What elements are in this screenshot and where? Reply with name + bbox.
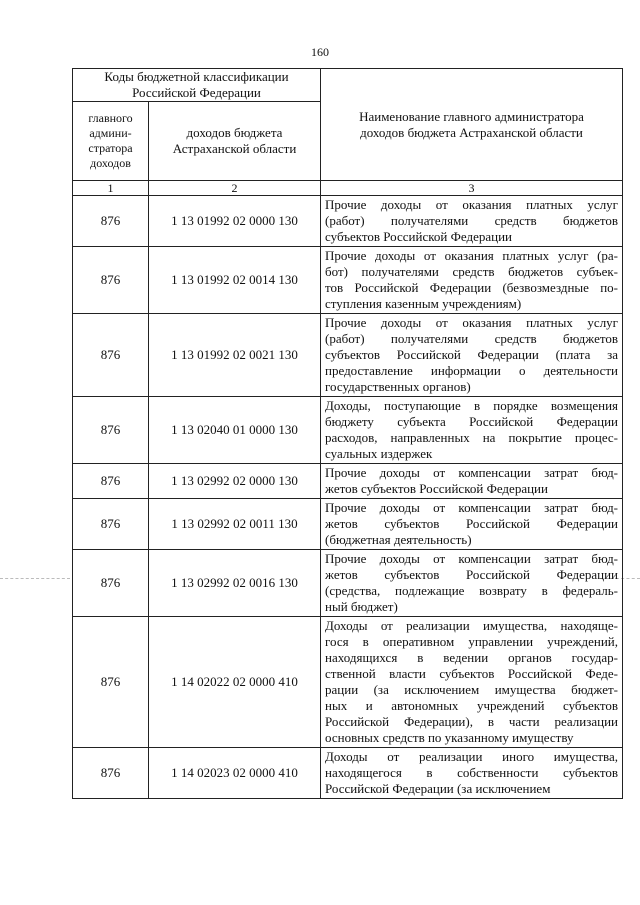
income-code-cell: 1 13 02992 02 0016 130: [149, 550, 321, 617]
page-number: 160: [311, 45, 329, 59]
income-name-line: находящегося в собственности субъектов: [325, 765, 619, 780]
income-name-line: Прочие доходы от оказания платных услуг (ра-: [325, 248, 619, 263]
income-name-line: основных средств по указанному имуществу: [325, 730, 574, 745]
income-name-line: бот) получателями средств бюджетов субъек-: [325, 264, 619, 279]
table-row: [73, 247, 623, 314]
admin-code-cell: 876: [73, 499, 149, 550]
admin-header-line: стратора: [88, 141, 133, 155]
income-name-line: предоставление информации о деятельности: [325, 363, 619, 378]
scan-artifact-line: [0, 578, 70, 579]
income-name-line: ственной власти субъектов Российской Феде-: [325, 666, 619, 681]
income-name-line: Прочие доходы от компенсации затрат бюд-: [325, 500, 619, 515]
name-column-header: [321, 69, 623, 181]
income-code-cell: 1 14 02023 02 0000 410: [149, 748, 321, 799]
income-name-line: тов Российской Федерации (безвозмездные по-: [325, 280, 619, 295]
income-name-cell: [321, 247, 623, 314]
income-name-line: Прочие доходы от компенсации затрат бюд-: [325, 551, 619, 566]
admin-code-cell: 876: [73, 247, 149, 314]
column-number-row: [73, 181, 623, 196]
income-name-line: находящихся в ведении органов государ-: [325, 650, 619, 665]
income-name-line: ный бюджет): [325, 599, 398, 614]
income-name-line: суальных издержек: [325, 446, 433, 461]
income-name-line: (работ) получателями средств бюджетов: [325, 213, 619, 228]
admin-header-line: админи-: [89, 126, 132, 140]
table-row: [73, 314, 623, 397]
header-row-group: [73, 69, 623, 102]
income-name-line: субъектов Российской Федерации: [325, 229, 512, 244]
income-header-line: Астраханской области: [172, 141, 297, 156]
income-name-line: (бюджетная деятельность): [325, 532, 472, 547]
group-title-line: Российской Федерации: [132, 85, 261, 100]
income-name-line: Российской Федерации (за исключением: [325, 781, 551, 796]
income-name-line: (работ) получателями средств бюджетов: [325, 331, 619, 346]
admin-code-cell: 876: [73, 314, 149, 397]
table-row: [73, 464, 623, 499]
income-name-cell: [321, 550, 623, 617]
income-name-line: Прочие доходы от оказания платных услуг: [325, 315, 619, 330]
income-code-cell: 1 13 01992 02 0000 130: [149, 196, 321, 247]
income-name-cell: [321, 397, 623, 464]
income-name-line: Доходы от реализации имущества, находяще-: [325, 618, 619, 633]
table-row: [73, 550, 623, 617]
column-number: 3: [321, 181, 623, 196]
income-name-line: Прочие доходы от компенсации затрат бюд-: [325, 465, 619, 480]
income-name-line: Прочие доходы от оказания платных услуг: [325, 197, 619, 212]
budget-classification-table: [72, 68, 623, 799]
income-code-cell: 1 13 01992 02 0014 130: [149, 247, 321, 314]
income-name-line: (средства, подлежащие возврату в федераль-: [325, 583, 619, 598]
income-code-cell: 1 13 02992 02 0000 130: [149, 464, 321, 499]
income-name-cell: [321, 748, 623, 799]
name-header-line: доходов бюджета Астраханской области: [360, 124, 583, 140]
table-row: [73, 617, 623, 748]
admin-code-cell: 876: [73, 397, 149, 464]
admin-code-cell: 876: [73, 196, 149, 247]
income-name-cell: [321, 617, 623, 748]
admin-code-cell: 876: [73, 464, 149, 499]
income-name-cell: [321, 196, 623, 247]
income-name-line: расходов, направленных на покрытие процес-: [325, 430, 619, 445]
income-name-cell: [321, 499, 623, 550]
income-name-line: жетов субъектов Российской Федерации: [325, 567, 619, 582]
income-name-line: ных и автономных учреждений субъектов: [325, 698, 619, 713]
income-header-line: доходов бюджета: [186, 125, 283, 140]
income-code-cell: 1 13 02992 02 0011 130: [149, 499, 321, 550]
admin-code-cell: 876: [73, 748, 149, 799]
name-header-line: Наименование главного администратора: [359, 108, 584, 124]
income-name-line: рации (за исключением имущества бюджет-: [325, 682, 619, 697]
admin-code-cell: 876: [73, 617, 149, 748]
income-code-cell: 1 13 01992 02 0021 130: [149, 314, 321, 397]
income-name-line: гося в оперативном управлении учреждений,: [325, 634, 619, 649]
table-row: [73, 748, 623, 799]
income-name-line: жетов субъектов Российской Федерации: [325, 481, 548, 496]
admin-column-header: [73, 102, 149, 181]
income-column-header: [149, 102, 321, 181]
table-row: [73, 196, 623, 247]
admin-header-line: доходов: [90, 156, 131, 170]
group-title-line: Коды бюджетной классификации: [104, 69, 289, 84]
income-code-cell: 1 13 02040 01 0000 130: [149, 397, 321, 464]
income-name-line: ступления казенным учреждениям): [325, 296, 522, 311]
admin-code-cell: 876: [73, 550, 149, 617]
income-code-cell: 1 14 02022 02 0000 410: [149, 617, 321, 748]
income-name-line: субъектов Российской Федерации (плата за: [325, 347, 619, 362]
income-name-cell: [321, 464, 623, 499]
group-header-cell: [73, 69, 321, 102]
column-number: 2: [149, 181, 321, 196]
table-row: [73, 499, 623, 550]
income-name-line: бюджету субъекта Российской Федерации: [325, 414, 619, 429]
income-name-line: Российской Федерации), в части реализации: [325, 714, 619, 729]
income-name-cell: [321, 314, 623, 397]
income-name-line: Доходы, поступающие в порядке возмещения: [325, 398, 619, 413]
income-name-line: жетов субъектов Российской Федерации: [325, 516, 619, 531]
table-row: [73, 397, 623, 464]
income-name-line: Доходы от реализации иного имущества,: [325, 749, 619, 764]
column-number: 1: [73, 181, 149, 196]
admin-header-line: главного: [88, 111, 133, 125]
income-name-line: государственных органов): [325, 379, 471, 394]
